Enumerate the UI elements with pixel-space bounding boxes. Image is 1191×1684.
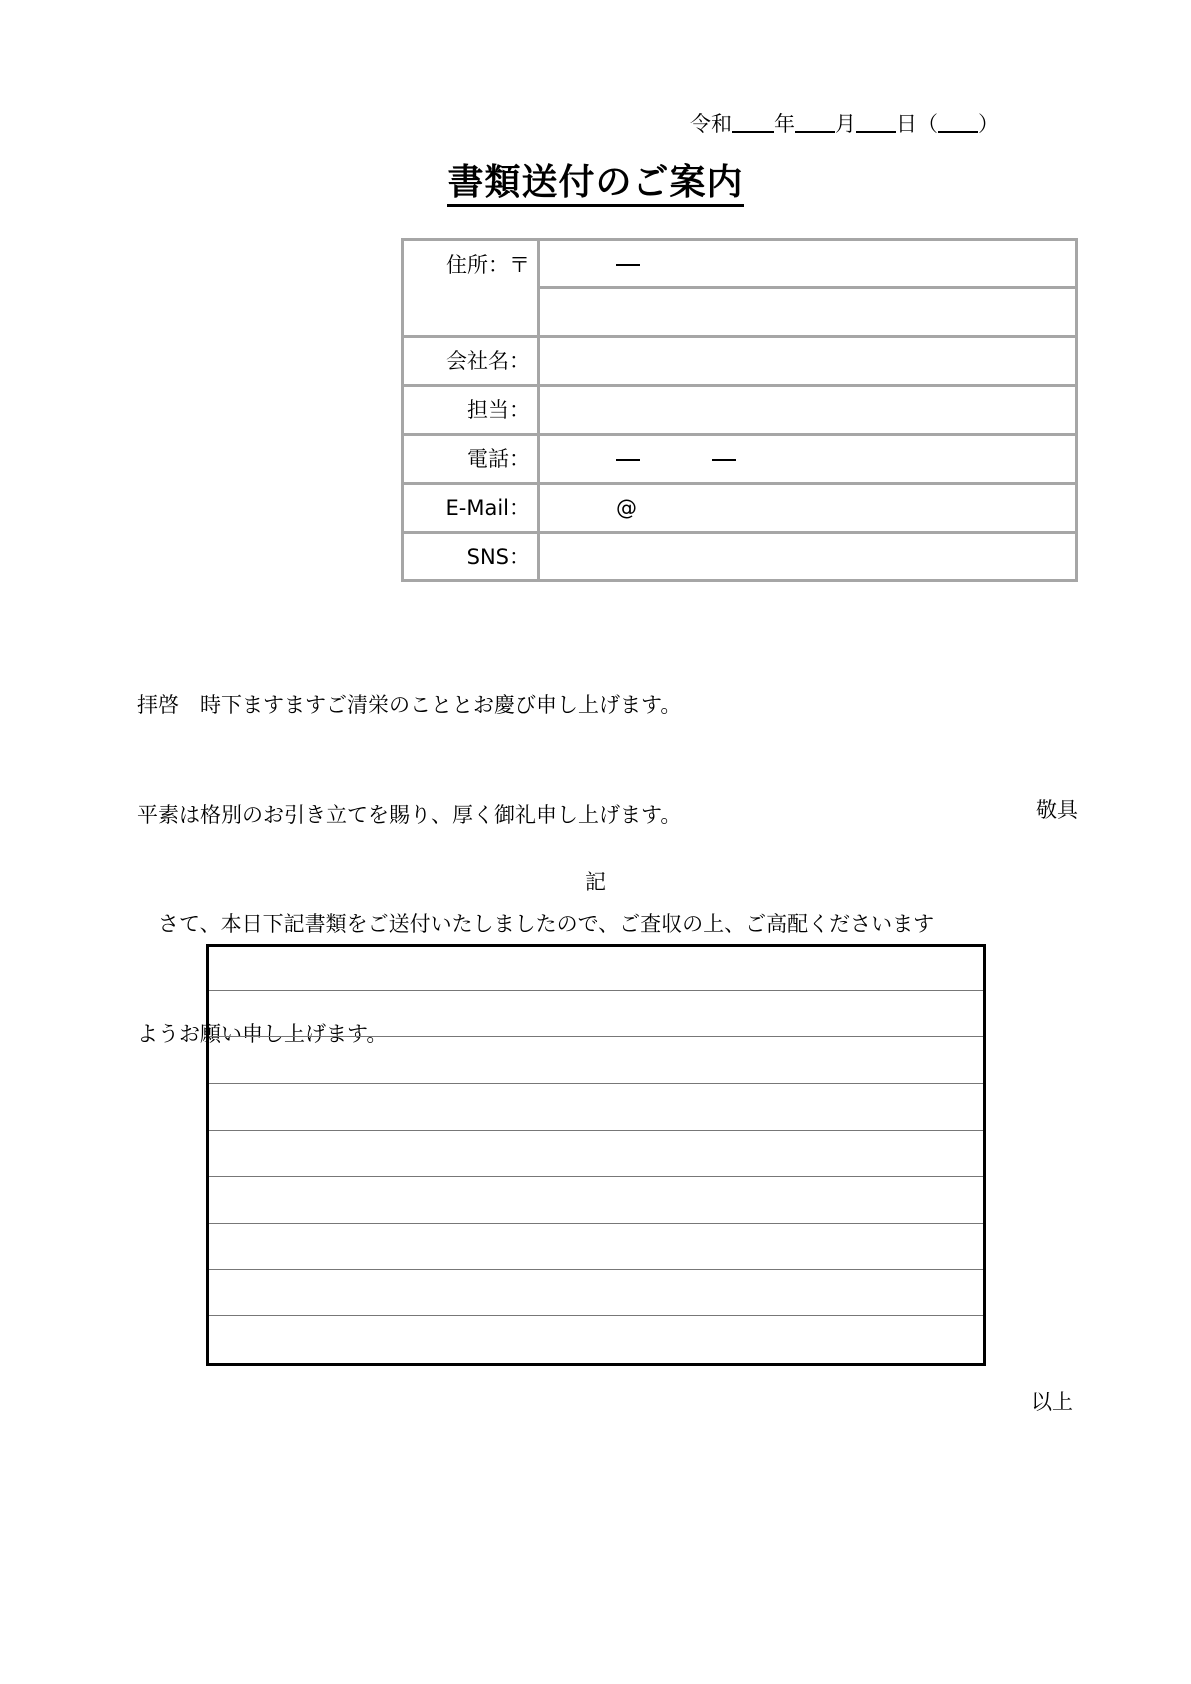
row-divider-contact <box>404 384 1075 387</box>
company-label: 会社名： <box>446 349 530 373</box>
sender-info-table <box>401 238 1078 582</box>
day-blank[interactable] <box>856 111 896 133</box>
phone-dash-2 <box>712 459 736 461</box>
body-line-2: 平素は格別のお引き立てを賜り、厚く御礼申し上げます。 <box>137 802 682 827</box>
phone-label: 電話： <box>467 447 530 471</box>
body-line-3: さて、本日下記書類をご送付いたしましたので、ご査収の上、ご高配くださいます <box>137 912 935 936</box>
ki-heading: 記 <box>585 870 606 894</box>
document-title-text: 書類送付のご案内 <box>447 162 743 207</box>
postal-dash <box>616 264 640 266</box>
weekday-blank[interactable] <box>938 111 978 133</box>
sns-label: SNS： <box>466 545 530 569</box>
closing-remark: 敬具 <box>1036 798 1078 822</box>
body-line-1: 拝啓 時下ますますご清栄のこととお慶び申し上げます。 <box>137 693 682 717</box>
list-row-divider <box>209 1130 983 1131</box>
address-line-divider <box>537 286 1075 289</box>
row-divider-company <box>404 335 1075 338</box>
document-title <box>0 158 1191 208</box>
row-divider-email <box>404 482 1075 485</box>
month-blank[interactable] <box>795 111 835 133</box>
date-day-label: 日 <box>896 112 917 136</box>
row-divider-sns <box>404 531 1075 534</box>
list-row-divider <box>209 1269 983 1270</box>
date-month-label: 月 <box>835 112 856 136</box>
phone-dash-1 <box>616 459 640 461</box>
contact-label: 担当： <box>467 398 530 422</box>
body-line-4: ようお願い申し上げます。 <box>137 1021 388 1046</box>
list-row-divider <box>209 990 983 991</box>
date-line <box>690 110 1050 138</box>
list-row-divider <box>209 1083 983 1084</box>
sender-column-divider <box>537 241 540 579</box>
enclosure-list-box <box>206 944 986 1366</box>
year-blank[interactable] <box>732 111 774 133</box>
email-at-mark: @ <box>616 496 637 520</box>
list-row-divider <box>209 1315 983 1316</box>
weekday-open: （ <box>917 112 938 136</box>
list-row-divider <box>209 1036 983 1037</box>
date-year-label: 年 <box>774 112 795 136</box>
list-row-divider <box>209 1176 983 1177</box>
row-divider-phone <box>404 433 1075 436</box>
email-label: E-Mail： <box>445 496 530 520</box>
weekday-close: ） <box>978 112 999 136</box>
date-era: 令和 <box>690 112 732 136</box>
list-row-divider <box>209 1223 983 1224</box>
address-label: 住所：〒 <box>446 253 530 277</box>
end-mark: 以上 <box>1031 1390 1073 1414</box>
